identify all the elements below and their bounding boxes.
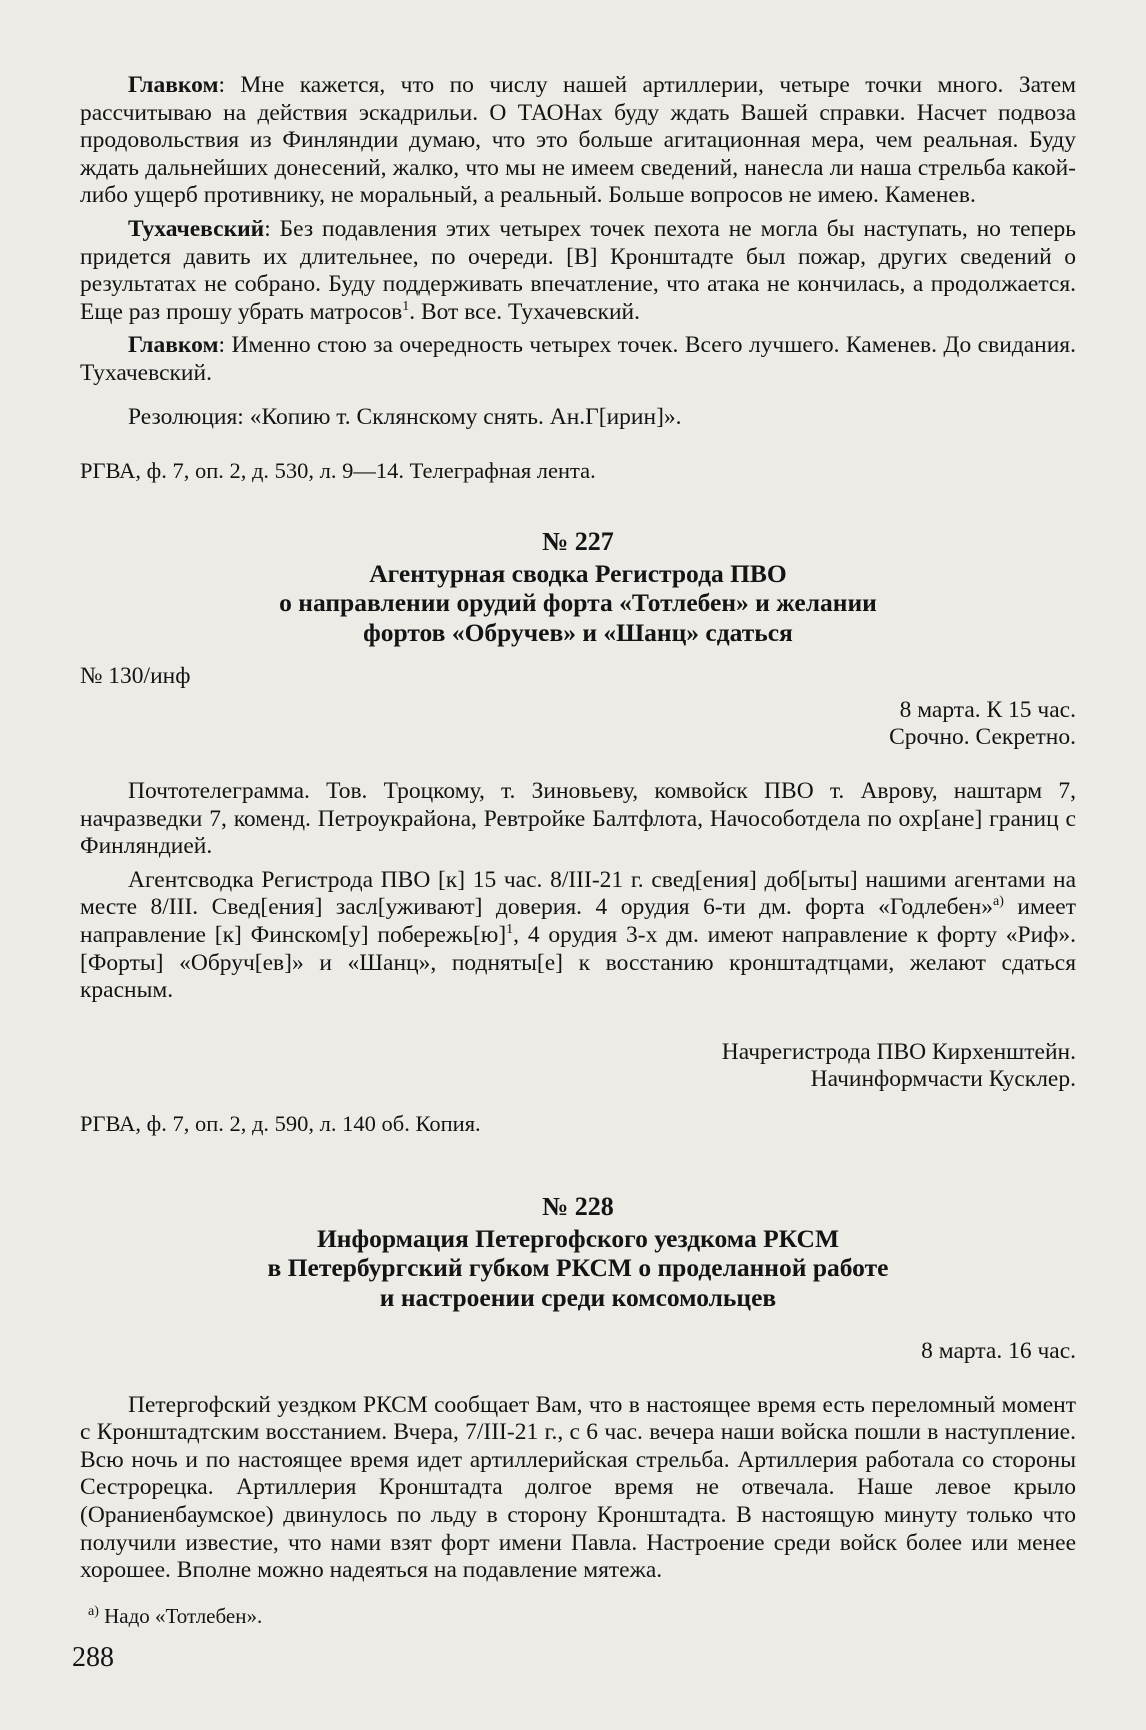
document-title	[80, 559, 1076, 648]
footnote	[80, 1603, 1076, 1629]
footnote-ref: а)	[993, 894, 1004, 910]
paragraph-addressees: Почтотелеграмма. Тов. Троцкому, т. Зиновьеву, комвойск ПВО т. Аврову, наштарм 7, начразведки 7, коменд. Петроукрайона, Ревтройке Балтфлота, Начособотдела по охр[ане] границ с Финляндией.	[80, 778, 1076, 860]
paragraph-text: : Мне кажется, что по числу нашей артиллерии, четыре точки много. Затем рассчитываю на действия эскадрильи. О ТАОНах буду ждать Вашей справки. Насчет подвоза продовольствия из Финляндии думаю, что это больше агитационная мера, чем реальная. Буду ждать дальнейших донесений, жалко, что мы не имеем сведений, нанесла ли наша стрельба какой-либо ущерб противнику, не моральный, а реальный. Больше вопросов не имею. Каменев.	[80, 72, 1076, 209]
footnote-text: Надо «Тотлебен».	[98, 1603, 263, 1628]
paragraph-text: , 4 орудия 3-х дм. имеют направление к форту «Риф». [Форты] «Обруч[ев]» и «Шанц», подняты[е] к восстанию кронштадтцами, желают сдаться красным.	[80, 921, 1076, 1004]
paragraph-text: Агентсводка Регистрода ПВО [к] 15 час. 8/III-21 г. свед[ения] доб[ыты] нашими агентами на месте 8/III. Свед[ения] засл[уживают] доверия. 4 орудия 6-ти дм. форта «Годлебен»	[80, 866, 1076, 921]
title-line: и настроении среди комсомольцев	[379, 1282, 777, 1312]
document-number: № 228	[542, 1191, 614, 1221]
archive-source: РГВА, ф. 7, оп. 2, д. 590, л. 140 об. Копия.	[80, 1110, 481, 1136]
title-line: Агентурная сводка Регистрода ПВО	[369, 558, 787, 588]
speaker-label: Главком	[128, 332, 219, 359]
signature-1: Начрегистрода ПВО Кирхенштейн.	[721, 1038, 1076, 1065]
paragraph-glavkom-1	[80, 72, 1076, 210]
document-reference: № 130/инф	[80, 663, 191, 690]
signature-2: Начинформчасти Кусклер.	[810, 1066, 1076, 1093]
footnote-mark: а)	[88, 1603, 99, 1619]
resolution: Резолюция: «Копию т. Склянскому снять. Ан.Г[ирин]».	[128, 403, 682, 430]
title-line: Информация Петергофского уездкома РКСМ	[316, 1223, 840, 1253]
document-date: 8 марта. К 15 час.	[899, 696, 1076, 723]
document-title	[80, 1224, 1076, 1313]
paragraph-text: . Вот все. Тухачевский.	[409, 298, 640, 325]
paragraph-report: Петергофский уездком РКСМ сообщает Вам, что в настоящее время есть переломный момент с Кронштадтским восстанием. Вчера, 7/III-21 г., с 6 час. вечера наши войска пошли в наступление. Всю ночь и по настоящее время идет артиллерийская стрельба. Артиллерия работала со стороны Сестрорецка. Артиллерия Кронштадта долгое время не отвечала. Наше левое крыло (Ораниенбаумское) двинулось по льду в сторону Кронштадта. В настоящую минуту только что получили известие, что нами взят форт имени Павла. Настроение среди войск более или менее хорошее. Вполне можно надеяться на подавление мятежа.	[80, 1391, 1076, 1584]
title-line: фортов «Обручев» и «Шанц» сдаться	[363, 617, 793, 647]
paragraph-text: имеет направление [к] Финском[у] побережь[ю]	[80, 894, 1076, 948]
page-number: 288	[72, 1642, 114, 1673]
paragraph-report	[80, 867, 1076, 1005]
document-number: № 227	[542, 526, 614, 556]
paragraph-tukhachevsky	[80, 216, 1076, 326]
title-line: о направлении орудий форта «Тотлебен» и желании	[279, 588, 877, 618]
footnote-ref: 1	[506, 922, 514, 938]
archive-source: РГВА, ф. 7, оп. 2, д. 530, л. 9—14. Телеграфная лента.	[80, 458, 596, 484]
document-date: 8 марта. 16 час.	[921, 1338, 1076, 1365]
title-line: в Петербургский губком РКСМ о проделанной работе	[267, 1253, 889, 1283]
paragraph-glavkom-2	[80, 332, 1076, 387]
paragraph-text: : Именно стою за очередность четырех точек. Всего лучшего. Каменев. До свидания. Тухачевский.	[80, 332, 1076, 386]
footnote-ref: 1	[402, 298, 410, 314]
speaker-label: Тухачевский	[128, 215, 265, 242]
paragraph-text: : Без подавления этих четырех точек пехота не могла бы наступать, но теперь придется давить их длительнее, по очереди. [В] Кронштадте был пожар, других сведений о результатах не собрано. Буду поддерживать впечатление, что атака не кончилась, а продолжается. Еще раз прошу убрать матросов	[80, 215, 1076, 325]
classification: Срочно. Секретно.	[889, 724, 1076, 751]
speaker-label: Главком	[128, 72, 219, 98]
